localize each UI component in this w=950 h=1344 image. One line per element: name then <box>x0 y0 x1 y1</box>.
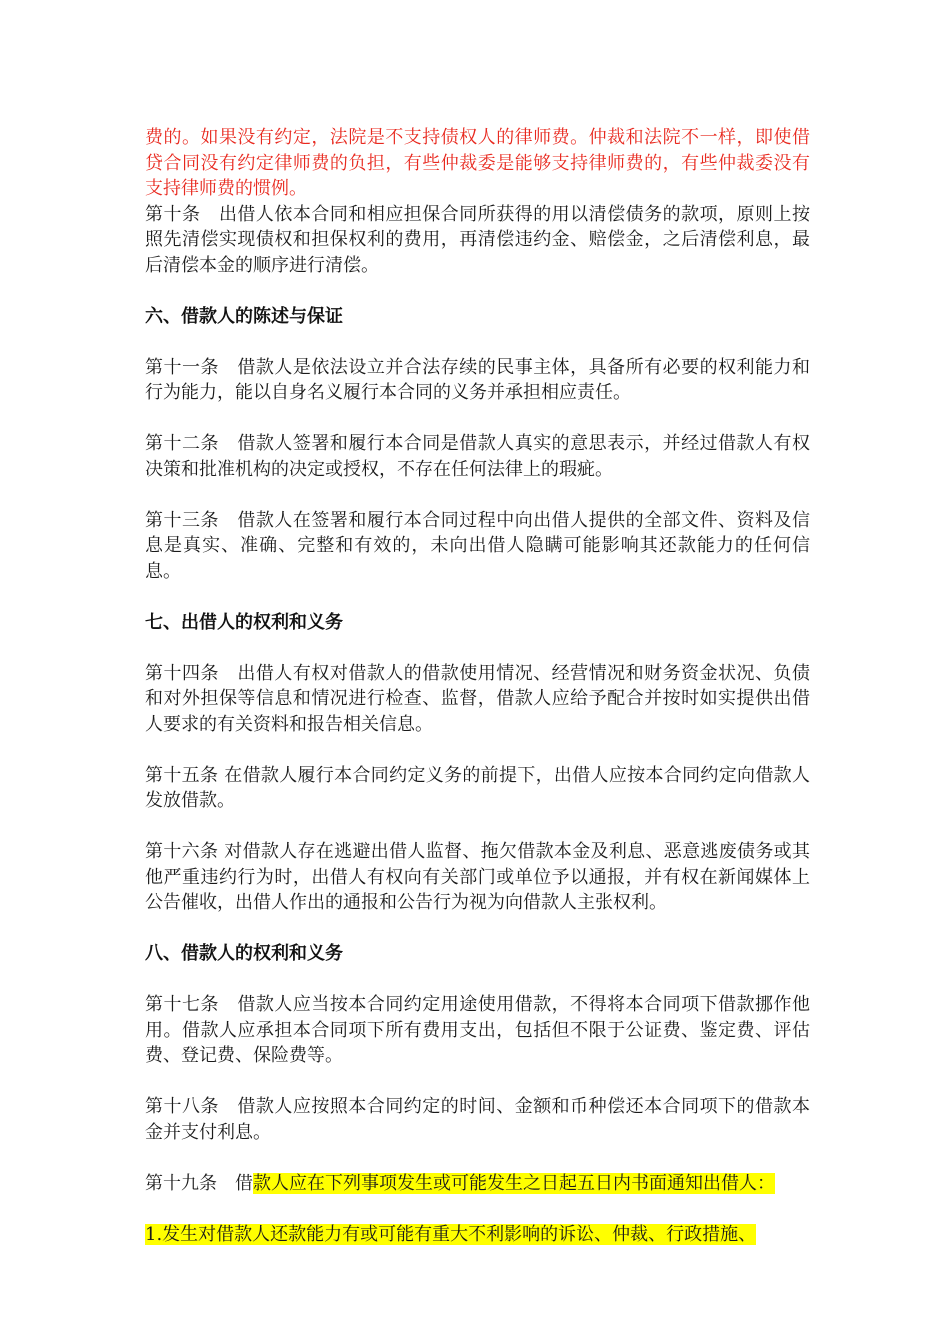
list-item-1 <box>145 1222 810 1248</box>
document-page <box>145 125 810 1247</box>
article-13: 第十三条 借款人在签署和履行本合同过程中向出借人提供的全部文件、资料及信息是真实、准确、完整和有效的，未向出借人隐瞒可能影响其还款能力的任何信息。 <box>145 509 810 582</box>
list-item-1-highlight: 1.发生对借款人还款能力有或可能有重大不利影响的诉讼、仲裁、行政措施、 <box>145 1223 757 1245</box>
lawyer-fee-note: 费的。如果没有约定，法院是不支持债权人的律师费。仲裁和法院不一样，即使借贷合同没有约定律师费的负担，有些仲裁委是能够支持律师费的，有些仲裁委没有支持律师费的惯例。 <box>145 127 810 199</box>
article-16: 第十六条 对借款人存在逃避出借人监督、拖欠借款本金及利息、恶意逃废债务或其他严重违约行为时，出借人有权向有关部门或单位予以通报，并有权在新闻媒体上公告催收，出借人作出的通报和公告行为视为向借款人主张权利。 <box>145 841 810 913</box>
section-heading-6: 六、借款人的陈述与保证 <box>145 305 343 327</box>
article-15: 第十五条 在借款人履行本合同约定义务的前提下，出借人应按本合同约定向借款人发放借款。 <box>145 764 810 811</box>
article-19-plain: 第十九条 借 <box>145 1172 253 1194</box>
article-18: 第十八条 借款人应按照本合同约定的时间、金额和币种偿还本合同项下的借款本金并支付利息。 <box>145 1096 810 1143</box>
article-10: 第十条 出借人依本合同和相应担保合同所获得的用以清偿债务的款项，原则上按照先清偿实现债权和担保权利的费用，再清偿违约金、赔偿金，之后清偿利息，最后清偿本金的顺序进行清偿。 <box>145 203 810 276</box>
article-19-highlight: 款人应在下列事项发生或可能发生之日起五日内书面通知出借人： <box>253 1172 775 1194</box>
article-11: 第十一条 借款人是依法设立并合法存续的民事主体，具备所有必要的权利能力和行为能力，能以自身名义履行本合同的义务并承担相应责任。 <box>145 356 810 403</box>
article-17: 第十七条 借款人应当按本合同约定用途使用借款，不得将本合同项下借款挪作他用。借款人应承担本合同项下所有费用支出，包括但不限于公证费、鉴定费、评估费、登记费、保险费等。 <box>145 994 810 1066</box>
article-14: 第十四条 出借人有权对借款人的借款使用情况、经营情况和财务资金状况、负债和对外担保等信息和情况进行检查、监督，借款人应给予配合并按时如实提供出借人要求的有关资料和报告相关信息。 <box>145 662 810 735</box>
section-heading-8: 八、借款人的权利和义务 <box>145 943 343 964</box>
article-19 <box>145 1171 810 1197</box>
section-heading-7: 七、出借人的权利和义务 <box>145 611 343 633</box>
article-12: 第十二条 借款人签署和履行本合同是借款人真实的意思表示，并经过借款人有权决策和批准机构的决定或授权，不存在任何法律上的瑕疵。 <box>145 433 810 480</box>
